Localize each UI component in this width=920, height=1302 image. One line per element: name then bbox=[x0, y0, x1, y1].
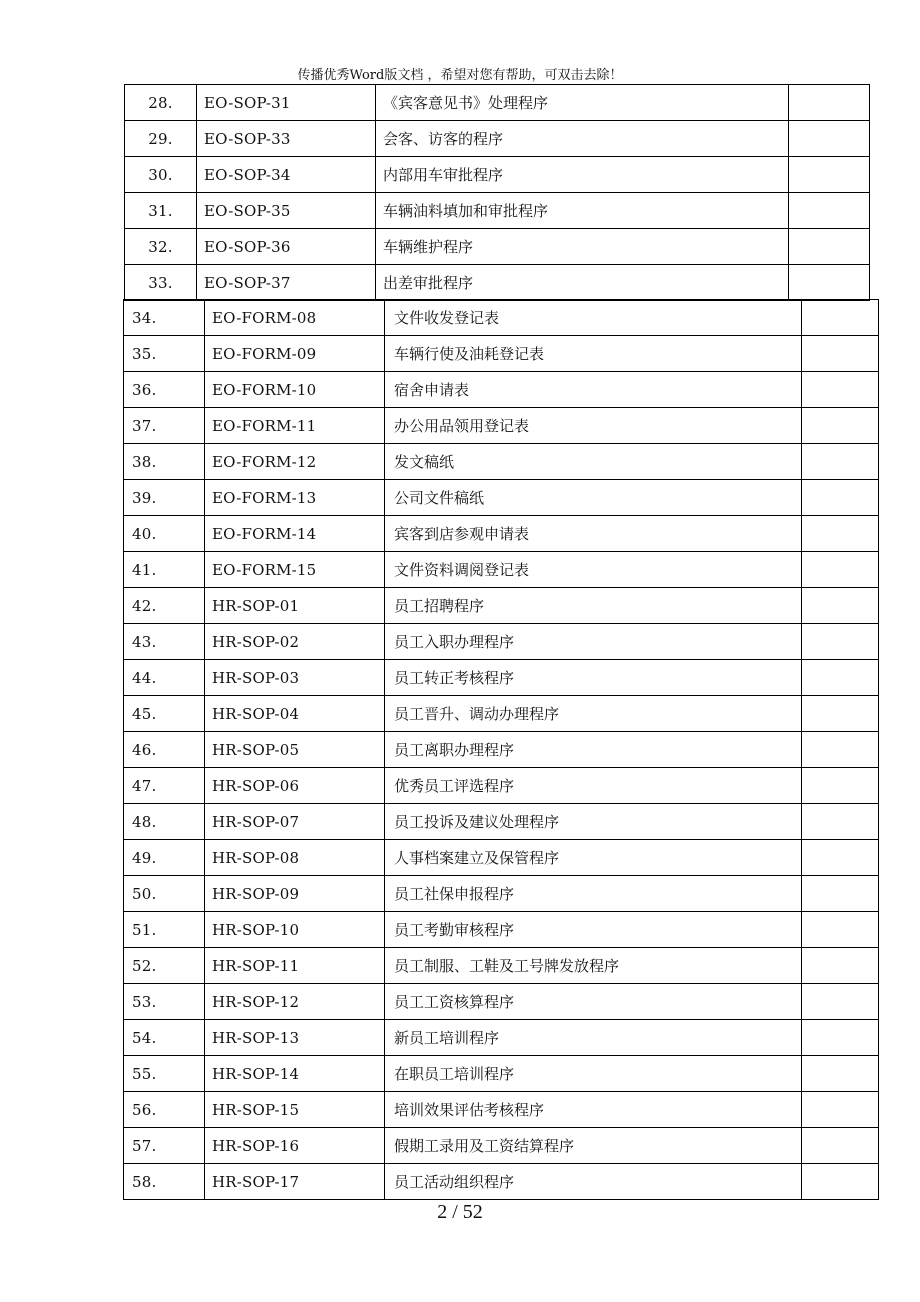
row-number: 51. bbox=[124, 912, 205, 948]
row-number: 56. bbox=[124, 1092, 205, 1128]
empty-cell bbox=[802, 444, 879, 480]
row-number: 53. bbox=[124, 984, 205, 1020]
row-number: 32. bbox=[125, 229, 197, 265]
document-code: HR-SOP-06 bbox=[205, 768, 385, 804]
row-number: 39. bbox=[124, 480, 205, 516]
document-code: EO-SOP-31 bbox=[197, 85, 376, 121]
table-row bbox=[125, 85, 870, 121]
empty-cell bbox=[802, 804, 879, 840]
empty-cell bbox=[802, 1128, 879, 1164]
document-code: HR-SOP-04 bbox=[205, 696, 385, 732]
empty-cell bbox=[802, 912, 879, 948]
document-code: HR-SOP-01 bbox=[205, 588, 385, 624]
table-row bbox=[124, 948, 879, 984]
row-number: 47. bbox=[124, 768, 205, 804]
table-row bbox=[124, 1164, 879, 1200]
empty-cell bbox=[802, 984, 879, 1020]
document-code: EO-FORM-10 bbox=[205, 372, 385, 408]
table-row bbox=[125, 265, 870, 301]
row-number: 45. bbox=[124, 696, 205, 732]
row-number: 30. bbox=[125, 157, 197, 193]
empty-cell bbox=[802, 768, 879, 804]
row-number: 35. bbox=[124, 336, 205, 372]
empty-cell bbox=[802, 948, 879, 984]
row-number: 38. bbox=[124, 444, 205, 480]
row-number: 40. bbox=[124, 516, 205, 552]
empty-cell bbox=[802, 408, 879, 444]
table-row bbox=[125, 193, 870, 229]
document-title: 人事档案建立及保管程序 bbox=[385, 840, 802, 876]
empty-cell bbox=[789, 229, 870, 265]
row-number: 42. bbox=[124, 588, 205, 624]
document-title: 员工社保申报程序 bbox=[385, 876, 802, 912]
document-title: 办公用品领用登记表 bbox=[385, 408, 802, 444]
table-row bbox=[124, 480, 879, 516]
document-code: EO-SOP-36 bbox=[197, 229, 376, 265]
empty-cell bbox=[802, 480, 879, 516]
document-title: 发文稿纸 bbox=[385, 444, 802, 480]
row-number: 29. bbox=[125, 121, 197, 157]
document-title: 员工投诉及建议处理程序 bbox=[385, 804, 802, 840]
document-title: 宾客到店参观申请表 bbox=[385, 516, 802, 552]
document-title: 员工制服、工鞋及工号牌发放程序 bbox=[385, 948, 802, 984]
row-number: 41. bbox=[124, 552, 205, 588]
row-number: 34. bbox=[124, 300, 205, 336]
document-title: 《宾客意见书》处理程序 bbox=[376, 85, 789, 121]
row-number: 50. bbox=[124, 876, 205, 912]
empty-cell bbox=[802, 516, 879, 552]
empty-cell bbox=[802, 552, 879, 588]
document-title: 内部用车审批程序 bbox=[376, 157, 789, 193]
empty-cell bbox=[802, 624, 879, 660]
document-code: EO-FORM-14 bbox=[205, 516, 385, 552]
document-code: EO-FORM-12 bbox=[205, 444, 385, 480]
document-title: 假期工录用及工资结算程序 bbox=[385, 1128, 802, 1164]
row-number: 37. bbox=[124, 408, 205, 444]
empty-cell bbox=[802, 1164, 879, 1200]
document-title: 出差审批程序 bbox=[376, 265, 789, 301]
row-number: 36. bbox=[124, 372, 205, 408]
empty-cell bbox=[802, 1056, 879, 1092]
document-code: EO-FORM-13 bbox=[205, 480, 385, 516]
document-title: 员工转正考核程序 bbox=[385, 660, 802, 696]
document-title: 培训效果评估考核程序 bbox=[385, 1092, 802, 1128]
document-title: 车辆维护程序 bbox=[376, 229, 789, 265]
empty-cell bbox=[802, 1020, 879, 1056]
table-row bbox=[124, 1020, 879, 1056]
table-row bbox=[124, 768, 879, 804]
table-row bbox=[124, 1056, 879, 1092]
table-row bbox=[124, 1092, 879, 1128]
document-header-note: 传播优秀Word版文档 ，希望对您有帮助，可双击去除！ bbox=[297, 68, 623, 83]
document-title: 员工活动组织程序 bbox=[385, 1164, 802, 1200]
document-code: HR-SOP-14 bbox=[205, 1056, 385, 1092]
document-code: EO-FORM-08 bbox=[205, 300, 385, 336]
procedure-table-block-2 bbox=[123, 299, 879, 1200]
table-row bbox=[125, 121, 870, 157]
document-code: EO-SOP-33 bbox=[197, 121, 376, 157]
table-row bbox=[124, 588, 879, 624]
row-number: 52. bbox=[124, 948, 205, 984]
document-code: HR-SOP-02 bbox=[205, 624, 385, 660]
empty-cell bbox=[789, 85, 870, 121]
empty-cell bbox=[802, 732, 879, 768]
document-title: 新员工培训程序 bbox=[385, 1020, 802, 1056]
table-row bbox=[124, 516, 879, 552]
document-code: HR-SOP-12 bbox=[205, 984, 385, 1020]
table-row bbox=[124, 624, 879, 660]
document-code: EO-SOP-37 bbox=[197, 265, 376, 301]
table-row bbox=[124, 876, 879, 912]
empty-cell bbox=[789, 121, 870, 157]
row-number: 48. bbox=[124, 804, 205, 840]
empty-cell bbox=[802, 876, 879, 912]
document-title: 优秀员工评选程序 bbox=[385, 768, 802, 804]
document-code: HR-SOP-03 bbox=[205, 660, 385, 696]
table-row bbox=[124, 444, 879, 480]
document-title: 员工晋升、调动办理程序 bbox=[385, 696, 802, 732]
empty-cell bbox=[802, 372, 879, 408]
document-code: EO-SOP-34 bbox=[197, 157, 376, 193]
document-title: 员工考勤审核程序 bbox=[385, 912, 802, 948]
table-row bbox=[125, 157, 870, 193]
document-code: HR-SOP-08 bbox=[205, 840, 385, 876]
table-row bbox=[124, 552, 879, 588]
empty-cell bbox=[802, 840, 879, 876]
document-code: EO-FORM-15 bbox=[205, 552, 385, 588]
row-number: 28. bbox=[125, 85, 197, 121]
document-code: HR-SOP-13 bbox=[205, 1020, 385, 1056]
empty-cell bbox=[802, 300, 879, 336]
document-title: 车辆行使及油耗登记表 bbox=[385, 336, 802, 372]
empty-cell bbox=[802, 588, 879, 624]
document-code: HR-SOP-11 bbox=[205, 948, 385, 984]
empty-cell bbox=[789, 265, 870, 301]
row-number: 49. bbox=[124, 840, 205, 876]
document-code: HR-SOP-15 bbox=[205, 1092, 385, 1128]
row-number: 55. bbox=[124, 1056, 205, 1092]
document-title: 员工工资核算程序 bbox=[385, 984, 802, 1020]
document-title: 员工离职办理程序 bbox=[385, 732, 802, 768]
row-number: 57. bbox=[124, 1128, 205, 1164]
row-number: 46. bbox=[124, 732, 205, 768]
document-code: HR-SOP-07 bbox=[205, 804, 385, 840]
row-number: 54. bbox=[124, 1020, 205, 1056]
table-row bbox=[124, 1128, 879, 1164]
document-code: HR-SOP-17 bbox=[205, 1164, 385, 1200]
table-row bbox=[124, 696, 879, 732]
page-number: 2 / 52 bbox=[437, 1201, 483, 1223]
document-title: 文件资料调阅登记表 bbox=[385, 552, 802, 588]
document-code: HR-SOP-05 bbox=[205, 732, 385, 768]
procedure-table-block-1 bbox=[124, 84, 870, 301]
document-title: 员工入职办理程序 bbox=[385, 624, 802, 660]
row-number: 43. bbox=[124, 624, 205, 660]
table-row bbox=[124, 840, 879, 876]
empty-cell bbox=[789, 157, 870, 193]
table-row bbox=[124, 660, 879, 696]
empty-cell bbox=[789, 193, 870, 229]
document-code: HR-SOP-10 bbox=[205, 912, 385, 948]
empty-cell bbox=[802, 660, 879, 696]
document-title: 员工招聘程序 bbox=[385, 588, 802, 624]
empty-cell bbox=[802, 1092, 879, 1128]
document-title: 会客、访客的程序 bbox=[376, 121, 789, 157]
document-code: HR-SOP-16 bbox=[205, 1128, 385, 1164]
document-code: EO-FORM-09 bbox=[205, 336, 385, 372]
row-number: 33. bbox=[125, 265, 197, 301]
document-code: EO-FORM-11 bbox=[205, 408, 385, 444]
table-row bbox=[125, 229, 870, 265]
row-number: 44. bbox=[124, 660, 205, 696]
document-title: 车辆油料填加和审批程序 bbox=[376, 193, 789, 229]
document-title: 公司文件稿纸 bbox=[385, 480, 802, 516]
table-row bbox=[124, 372, 879, 408]
document-code: EO-SOP-35 bbox=[197, 193, 376, 229]
table-row bbox=[124, 804, 879, 840]
document-code: HR-SOP-09 bbox=[205, 876, 385, 912]
row-number: 31. bbox=[125, 193, 197, 229]
document-title: 在职员工培训程序 bbox=[385, 1056, 802, 1092]
row-number: 58. bbox=[124, 1164, 205, 1200]
empty-cell bbox=[802, 696, 879, 732]
empty-cell bbox=[802, 336, 879, 372]
document-title: 宿舍申请表 bbox=[385, 372, 802, 408]
table-row bbox=[124, 984, 879, 1020]
table-row bbox=[124, 912, 879, 948]
table-row bbox=[124, 336, 879, 372]
document-title: 文件收发登记表 bbox=[385, 300, 802, 336]
table-row bbox=[124, 732, 879, 768]
table-row bbox=[124, 408, 879, 444]
table-row bbox=[124, 300, 879, 336]
